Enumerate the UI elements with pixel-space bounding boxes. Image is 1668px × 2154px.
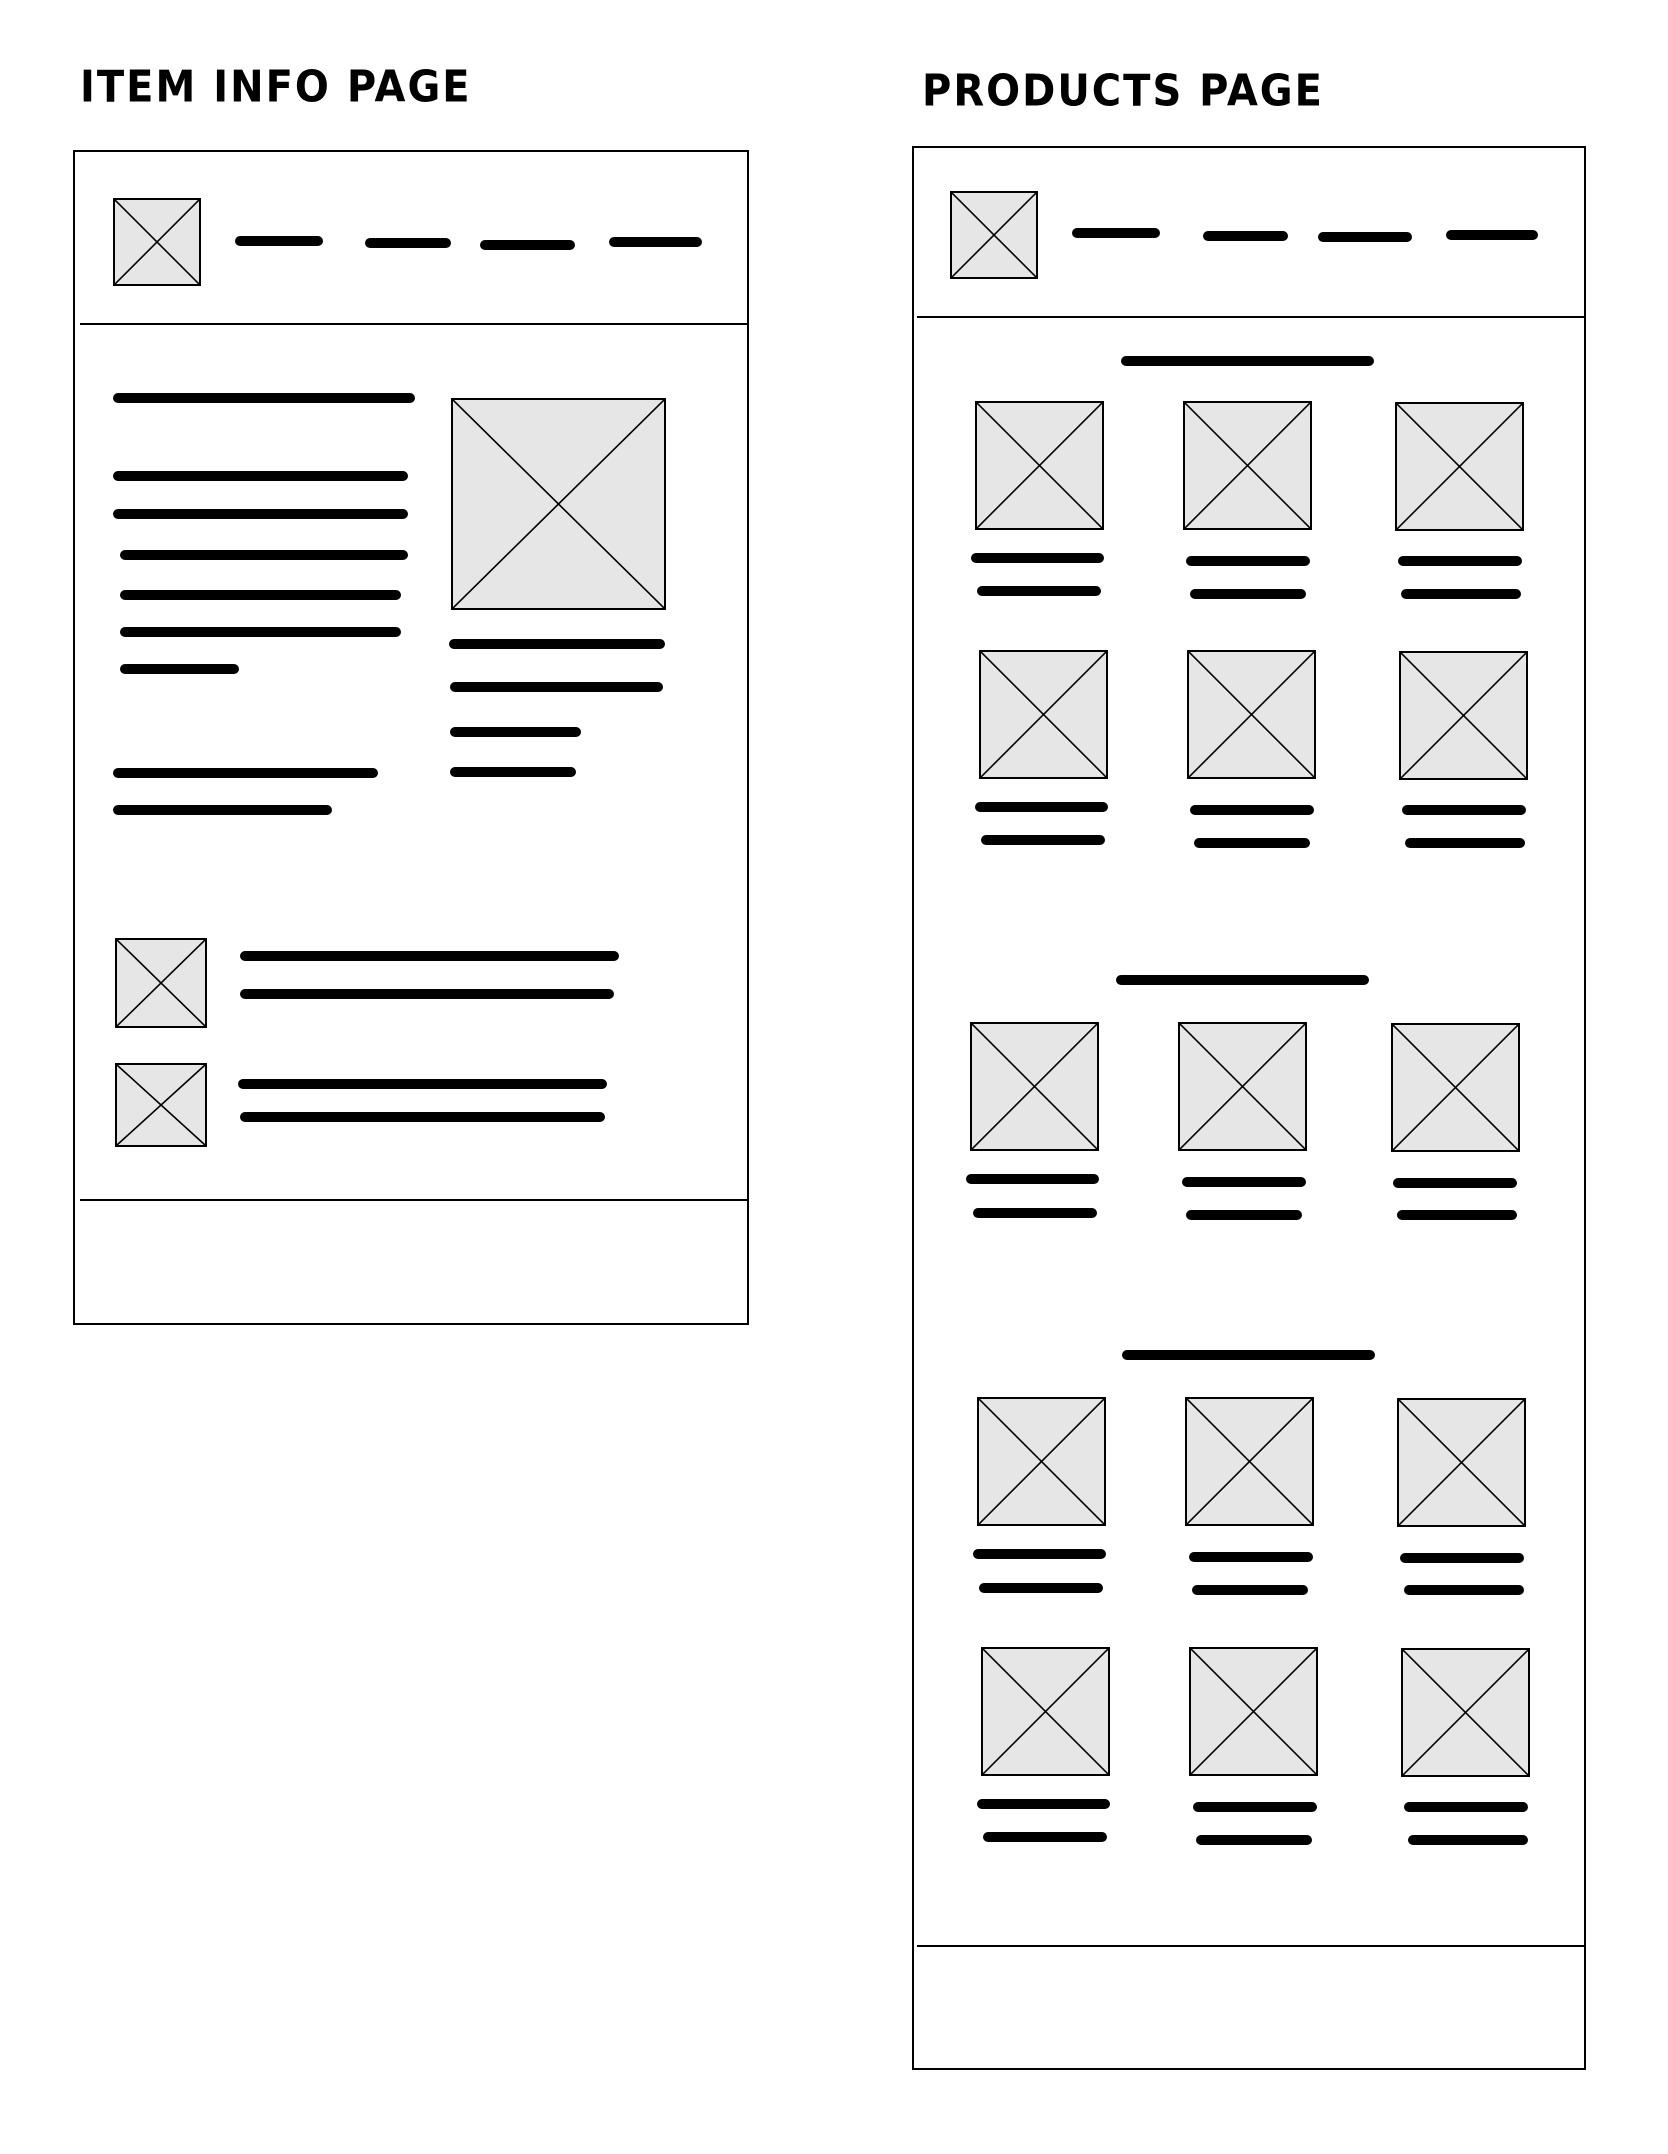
product-card-price	[1190, 589, 1306, 599]
text-line-placeholder	[120, 590, 401, 600]
product-card-price	[979, 1583, 1103, 1593]
related-item-thumbnail	[115, 938, 207, 1028]
product-card-image	[1401, 1648, 1530, 1777]
text-line-placeholder	[240, 989, 614, 999]
product-card-price	[1405, 838, 1525, 848]
nav-link-placeholder	[1072, 228, 1160, 238]
product-card-name	[973, 1549, 1106, 1559]
section-heading-placeholder	[1116, 975, 1369, 985]
product-card-image	[1395, 402, 1524, 531]
product-card-price	[1186, 1210, 1302, 1220]
product-card-price	[977, 586, 1101, 596]
product-card-name	[971, 553, 1104, 563]
nav-link-placeholder	[235, 236, 323, 246]
product-card-price	[1194, 838, 1310, 848]
product-card-image	[975, 401, 1104, 530]
text-line-placeholder	[238, 1079, 607, 1089]
text-line-placeholder	[113, 805, 332, 815]
logo-placeholder	[950, 191, 1038, 279]
product-card-price	[1192, 1585, 1308, 1595]
product-card-name	[975, 802, 1108, 812]
text-line-placeholder	[450, 727, 581, 737]
product-card-name	[1404, 1802, 1528, 1812]
product-card-name	[1190, 805, 1314, 815]
product-image-placeholder	[451, 398, 666, 610]
product-card-image	[1178, 1022, 1307, 1151]
product-card-image	[1399, 651, 1528, 780]
text-line-placeholder	[449, 639, 665, 649]
product-card-image	[979, 650, 1108, 779]
item-title-placeholder	[113, 393, 415, 403]
product-card-name	[1393, 1178, 1517, 1188]
product-card-image	[977, 1397, 1106, 1526]
text-line-placeholder	[240, 951, 619, 961]
text-line-placeholder	[450, 767, 576, 777]
nav-link-placeholder	[365, 238, 451, 248]
text-line-placeholder	[120, 550, 408, 560]
product-card-price	[981, 835, 1105, 845]
nav-link-placeholder	[609, 237, 702, 247]
product-card-image	[1391, 1023, 1520, 1152]
text-line-placeholder	[113, 509, 408, 519]
text-line-placeholder	[120, 627, 401, 637]
section-heading-placeholder	[1122, 1350, 1375, 1360]
product-card-name	[1189, 1552, 1313, 1562]
text-line-placeholder	[113, 768, 378, 778]
section-heading-placeholder	[1121, 356, 1374, 366]
product-card-name	[1182, 1177, 1306, 1187]
product-card-image	[1185, 1397, 1314, 1526]
nav-link-placeholder	[480, 240, 575, 250]
product-card-price	[1397, 1210, 1517, 1220]
text-line-placeholder	[240, 1112, 605, 1122]
related-item-thumbnail	[115, 1063, 207, 1147]
footer-divider	[917, 1945, 1586, 1947]
product-card-price	[1196, 1835, 1312, 1845]
footer-divider	[80, 1199, 749, 1201]
product-card-name	[1398, 556, 1522, 566]
product-card-name	[1400, 1553, 1524, 1563]
product-card-name	[1193, 1802, 1317, 1812]
text-line-placeholder	[113, 471, 408, 481]
nav-link-placeholder	[1318, 232, 1412, 242]
product-card-price	[1408, 1835, 1528, 1845]
nav-link-placeholder	[1203, 231, 1288, 241]
product-card-image	[981, 1647, 1110, 1776]
item-info-page-label: ITEM INFO PAGE	[80, 62, 472, 113]
header-divider	[917, 316, 1586, 318]
product-card-name	[977, 1799, 1110, 1809]
product-card-image	[1189, 1647, 1318, 1776]
product-card-image	[1187, 650, 1316, 779]
product-card-price	[1404, 1585, 1524, 1595]
product-card-price	[973, 1208, 1097, 1218]
item-info-frame	[73, 150, 749, 1325]
product-card-image	[1397, 1398, 1526, 1527]
product-card-name	[1186, 556, 1310, 566]
product-card-image	[970, 1022, 1099, 1151]
product-card-price	[1401, 589, 1521, 599]
header-divider	[80, 323, 749, 325]
nav-link-placeholder	[1446, 230, 1538, 240]
text-line-placeholder	[450, 682, 663, 692]
product-card-name	[966, 1174, 1099, 1184]
text-line-placeholder	[120, 664, 239, 674]
products-page-label: PRODUCTS PAGE	[922, 66, 1324, 117]
product-card-price	[983, 1832, 1107, 1842]
logo-placeholder	[113, 198, 201, 286]
product-card-image	[1183, 401, 1312, 530]
product-card-name	[1402, 805, 1526, 815]
